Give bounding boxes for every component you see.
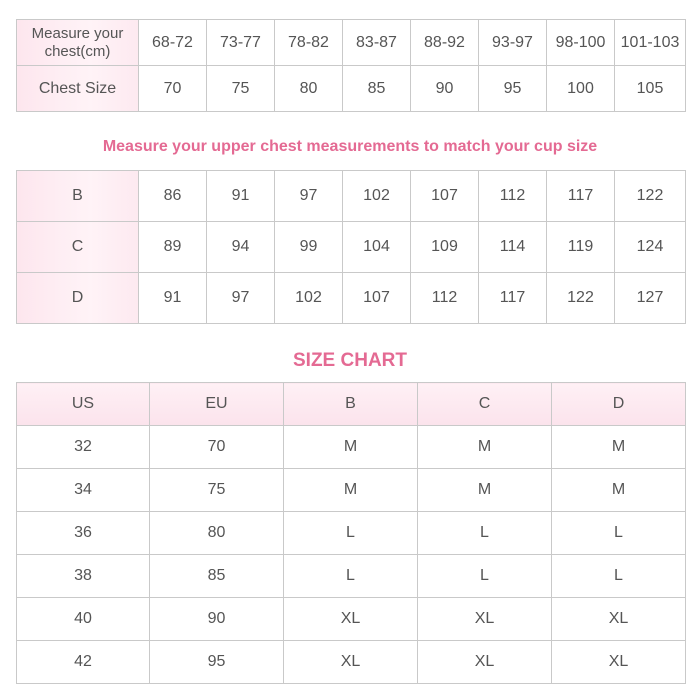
chest-size-cell: 70 [139,66,207,112]
upper-chest-cell: 112 [479,171,547,222]
upper-chest-cell: 89 [139,222,207,273]
cup-d-size-cell: M [552,426,686,469]
chest-range-cell: 68-72 [139,20,207,66]
upper-chest-cell: 97 [275,171,343,222]
upper-chest-cell: 91 [207,171,275,222]
upper-chest-cell: 122 [547,273,615,324]
upper-chest-cell: 97 [207,273,275,324]
chest-range-cell: 98-100 [547,20,615,66]
chest-size-cell: 90 [411,66,479,112]
chest-range-cell: 73-77 [207,20,275,66]
cup-d-size-cell: L [552,555,686,598]
table-row [17,512,686,555]
table-row [17,641,686,684]
upper-chest-cell: 117 [547,171,615,222]
table-row [17,426,686,469]
table-row [17,598,686,641]
chest-size-cell: 75 [207,66,275,112]
upper-chest-cell: 122 [615,171,686,222]
chest-size-table [16,19,686,112]
cup-c-size-cell: L [418,512,552,555]
chest-range-cell: 101-103 [615,20,686,66]
cup-d-size-cell: M [552,469,686,512]
cup-b-size-cell: M [284,469,418,512]
column-header-d: D [552,383,686,426]
upper-chest-cell: 99 [275,222,343,273]
size-chart-table [16,382,686,684]
chest-size-cell: 80 [275,66,343,112]
cup-size-table [16,170,686,324]
us-size-cell: 40 [17,598,150,641]
chest-range-cell: 78-82 [275,20,343,66]
chest-measure-row [17,20,686,66]
cup-c-size-cell: XL [418,598,552,641]
cup-b-size-cell: L [284,512,418,555]
eu-size-cell: 95 [150,641,284,684]
upper-chest-cell: 86 [139,171,207,222]
upper-chest-cell: 107 [343,273,411,324]
upper-chest-cell: 94 [207,222,275,273]
chest-size-label: Chest Size [17,66,139,112]
upper-chest-cell: 109 [411,222,479,273]
eu-size-cell: 90 [150,598,284,641]
cup-b-size-cell: L [284,555,418,598]
upper-chest-cell: 119 [547,222,615,273]
eu-size-cell: 75 [150,469,284,512]
chest-size-cell: 85 [343,66,411,112]
cup-b-size-cell: XL [284,598,418,641]
us-size-cell: 42 [17,641,150,684]
column-header-b: B [284,383,418,426]
upper-chest-cell: 124 [615,222,686,273]
cup-d-size-cell: XL [552,598,686,641]
chest-size-row [17,66,686,112]
upper-chest-cell: 127 [615,273,686,324]
eu-size-cell: 70 [150,426,284,469]
upper-chest-cell: 117 [479,273,547,324]
column-header-us: US [17,383,150,426]
us-size-cell: 36 [17,512,150,555]
table-row [17,469,686,512]
chest-size-cell: 100 [547,66,615,112]
chest-range-cell: 93-97 [479,20,547,66]
cup-row-b [17,171,686,222]
upper-chest-cell: 102 [275,273,343,324]
cup-c-size-cell: XL [418,641,552,684]
chest-size-cell: 95 [479,66,547,112]
upper-chest-cell: 114 [479,222,547,273]
cup-label: B [17,171,139,222]
upper-chest-cell: 104 [343,222,411,273]
cup-b-size-cell: M [284,426,418,469]
eu-size-cell: 85 [150,555,284,598]
cup-label: C [17,222,139,273]
cup-d-size-cell: L [552,512,686,555]
upper-chest-cell: 112 [411,273,479,324]
us-size-cell: 38 [17,555,150,598]
cup-c-size-cell: M [418,469,552,512]
chest-range-cell: 88-92 [411,20,479,66]
cup-label: D [17,273,139,324]
cup-d-size-cell: XL [552,641,686,684]
size-chart-heading: SIZE CHART [293,350,407,371]
upper-chest-cell: 107 [411,171,479,222]
upper-chest-cell: 102 [343,171,411,222]
cup-row-c [17,222,686,273]
eu-size-cell: 80 [150,512,284,555]
measure-chest-label: Measure your chest(cm) [17,20,139,66]
column-header-eu: EU [150,383,284,426]
upper-chest-heading: Measure your upper chest measurements to match your cup size [102,138,598,155]
cup-b-size-cell: XL [284,641,418,684]
column-header-c: C [418,383,552,426]
chest-size-cell: 105 [615,66,686,112]
cup-row-d [17,273,686,324]
chest-range-cell: 83-87 [343,20,411,66]
size-chart-header-row [17,383,686,426]
us-size-cell: 32 [17,426,150,469]
table-row [17,555,686,598]
cup-c-size-cell: L [418,555,552,598]
cup-c-size-cell: M [418,426,552,469]
us-size-cell: 34 [17,469,150,512]
upper-chest-cell: 91 [139,273,207,324]
